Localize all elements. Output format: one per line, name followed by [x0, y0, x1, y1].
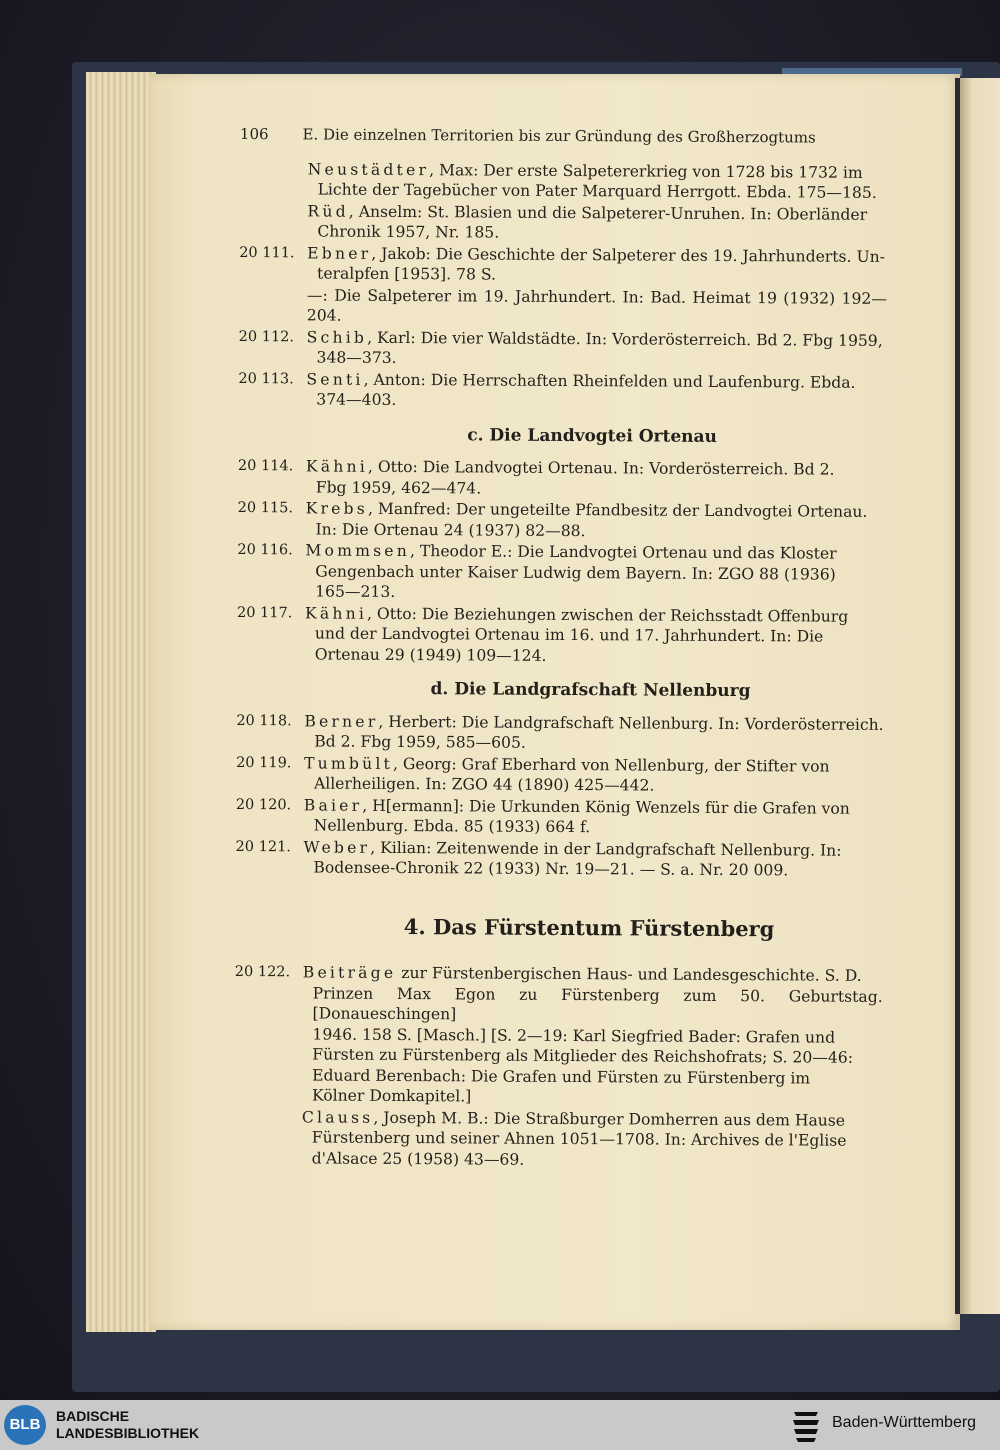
bibliography-entry: [240, 158, 888, 203]
entry-number: 20 113.: [238, 370, 294, 387]
bibliography-entry: [238, 368, 886, 413]
entry-continuation: Bd 2. Fbg 1959, 585—605.: [314, 732, 526, 752]
entry-continuation: Allerheiligen. In: ZGO 44 (1890) 425—442.: [313, 774, 655, 795]
entry-first-line: [306, 456, 886, 480]
entry-number: 20 114.: [237, 457, 294, 475]
footer-bar: [0, 1400, 1000, 1450]
entry-list: [235, 710, 884, 881]
bibliography-entry: [238, 456, 886, 501]
entry-text: [307, 285, 887, 330]
library-line-1: BADISCHE: [56, 1408, 130, 1424]
entry-text: [304, 795, 884, 840]
entry-title: , H[ermann]: Die Urkunden König Wenzels für die Grafen von: [362, 796, 850, 818]
section-heading: d. Die Landgrafschaft Nellenburg: [430, 679, 751, 702]
entry-continuation: Fürstenberg und seiner Ahnen 1051—1708. In: Archives de l'Eglise: [311, 1128, 847, 1150]
entry-author: Krebs: [305, 499, 369, 518]
entry-title: , Kilian: Zeitenwende in der Landgrafschaft Nellenburg. In:: [370, 838, 842, 860]
entry-continuation: Kölner Domkapitel.]: [312, 1086, 472, 1106]
entry-continuation: Fbg 1959, 462—474.: [315, 477, 482, 497]
bibliography-entry: [234, 1106, 882, 1171]
entry-text: [307, 243, 887, 288]
entry-number: [239, 200, 307, 241]
entry-title: , Otto: Die Landvogtei Ortenau. In: Vorderösterreich. Bd 2.: [367, 457, 835, 479]
entry-number: [239, 284, 307, 325]
entry-number: [240, 158, 308, 199]
entry-title: , Otto: Die Beziehungen zwischen der Reichsstadt Offenburg: [366, 604, 849, 626]
coat-of-arms-icon: [790, 1406, 822, 1444]
entry-number: [234, 1106, 302, 1168]
bibliography-entry: [236, 752, 884, 797]
entry-text: [304, 753, 884, 798]
chapter-heading: 4. Das Fürstentum Fürstenberg: [403, 913, 775, 941]
running-header: [240, 124, 888, 148]
bibliography-entry: [239, 200, 887, 245]
entry-list: [238, 158, 888, 413]
entry-continuation: Nellenburg. Ebda. 85 (1933) 664 f.: [313, 816, 591, 837]
entry-number: 20 119.: [236, 754, 292, 771]
entry-number: 20 120.: [235, 796, 292, 813]
entry-continuation: Chronik 1957, Nr. 185.: [317, 222, 500, 242]
entry-author: Neustädter: [307, 159, 430, 179]
entry-number: 20 111.: [239, 244, 295, 261]
next-page-edge: [960, 78, 1000, 1314]
bibliography-entry: [239, 326, 887, 371]
entry-text: [305, 498, 885, 543]
entry-author: Kähni: [305, 457, 368, 476]
entry-title: , Herbert: Die Landgrafschaft Nellenburg. In: Vorderösterreich.: [378, 712, 884, 734]
entry-author: Rüd: [307, 201, 349, 221]
page-content: [234, 124, 888, 1173]
entry-title: zur Fürstenbergischen Haus- und Landesgeschichte. S. D.: [396, 963, 862, 985]
entry-title: —: Die Salpeterer im 19. Jahrhundert. In: Bad. Heimat 19 (1932) 192—204.: [306, 285, 888, 325]
entry-first-line: [305, 540, 885, 564]
bibliography-entry: [236, 710, 884, 755]
entry-continuation: teralpfen [1953]. 78 S.: [317, 264, 497, 284]
entry-title: , Max: Der erste Salpetererkrieg von 1728 bis 1732 im: [429, 160, 863, 182]
entry-author: Berner: [304, 711, 379, 731]
entry-first-line: [307, 285, 887, 330]
entry-continuation: Bodensee-Chronik 22 (1933) Nr. 19—21. — S. a. Nr. 20 009.: [313, 858, 789, 880]
entry-author: Kähni: [304, 603, 368, 623]
entry-continuation: und der Landvogtei Ortenau im 16. und 17. Jahrhundert. In: Die: [314, 624, 824, 646]
entry-text: [305, 540, 885, 605]
entry-number: 20 116.: [237, 541, 293, 559]
entry-list: [234, 962, 883, 1172]
bibliography-entry: [237, 602, 885, 667]
entry-continuation: Ortenau 29 (1949) 109—124.: [314, 644, 547, 665]
entry-number: 20 122.: [234, 963, 291, 981]
entry-continuation: 374—403.: [316, 390, 397, 409]
entry-title: , Manfred: Der ungeteilte Pfandbesitz der Landvogtei Ortenau.: [367, 499, 868, 521]
entry-text: [307, 327, 887, 372]
entry-continuation: 348—373.: [316, 348, 397, 367]
entry-text: [306, 456, 886, 501]
bibliography-entry: [237, 540, 885, 605]
bibliography-entry: [239, 284, 887, 329]
entry-text: [305, 603, 885, 668]
bibliography-entry: [237, 498, 885, 543]
entry-continuation: Eduard Berenbach: Die Grafen und Fürsten zu Fürstenberg im: [312, 1065, 811, 1088]
state-name[interactable]: Baden-Württemberg: [832, 1414, 977, 1431]
entry-number: 20 117.: [236, 604, 293, 621]
entry-continuation: In: Die Ortenau 24 (1937) 82—88.: [315, 519, 586, 540]
blb-logo[interactable]: BLB: [4, 1405, 46, 1445]
entry-continuation: Prinzen Max Egon zu Fürstenberg zum 50. Geburtstag. [Donaueschingen]: [312, 983, 883, 1024]
entry-title: , Georg: Graf Eberhard von Nellenburg, der Stifter von: [392, 754, 830, 776]
entry-author: Clauss: [301, 1107, 374, 1127]
library-line-2: LANDESBIBLIOTHEK: [56, 1425, 200, 1441]
entry-title: , Karl: Die vier Waldstädte. In: Vorderösterreich. Bd 2. Fbg 1959,: [367, 328, 883, 350]
entry-author: Senti: [306, 369, 364, 389]
entry-continuation: 1946. 158 S. [Masch.] [S. 2—19: Karl Siegfried Bader: Grafen und: [312, 1024, 836, 1047]
entry-continuation: Lichte der Tagebücher von Pater Marquard Herrgott. Ebda. 175—185.: [317, 180, 877, 202]
bibliography-entry: [239, 242, 887, 287]
entry-title: , Jakob: Die Geschichte der Salpeterer des 19. Jahrhunderts. Un-: [371, 244, 885, 266]
page-stack: [86, 72, 156, 1332]
entry-text: [308, 159, 888, 204]
bibliography-entry: [234, 962, 883, 1109]
entry-title: , Theodor E.: Die Landvogtei Ortenau und das Kloster: [409, 542, 837, 563]
bibliography-entry: [236, 794, 884, 839]
entry-first-line: [303, 962, 883, 986]
entry-author: Schib: [306, 327, 368, 347]
entry-author: Baier: [303, 795, 363, 815]
entry-author: Mommsen: [305, 541, 411, 561]
entry-author: Tumbült: [304, 753, 394, 773]
entry-text: [302, 962, 883, 1109]
running-title: E. Die einzelnen Territorien bis zur Gründung des Großherzogtums: [302, 125, 816, 147]
entry-title: , Anselm: St. Blasien und die Salpeterer-Unruhen. In: Oberländer: [348, 202, 868, 224]
entry-text: [302, 1107, 882, 1172]
entry-author: Beiträge: [302, 963, 397, 982]
bibliography-entry: [235, 836, 883, 881]
entry-continuation: Fürsten zu Fürstenberg als Mitglieder des Reichshofrats; S. 20—46:: [312, 1045, 854, 1067]
entry-number: 20 118.: [236, 712, 292, 729]
entry-text: [306, 369, 886, 414]
entry-number: 20 115.: [237, 499, 294, 517]
entry-author: Ebner: [307, 243, 372, 263]
entry-continuation: d'Alsace 25 (1958) 43—69.: [311, 1148, 525, 1169]
entry-text: [307, 201, 887, 246]
entry-number: 20 121.: [235, 838, 291, 855]
section-heading: c. Die Landvogtei Ortenau: [467, 424, 717, 447]
library-name[interactable]: [56, 1408, 199, 1442]
entry-first-line: [306, 498, 886, 522]
entry-text: [303, 837, 883, 882]
entry-list: [237, 456, 886, 668]
page-number: 106: [239, 124, 269, 144]
entry-title: , Joseph M. B.: Die Straßburger Domherren aus dem Hause: [373, 1108, 846, 1130]
entry-text: [304, 711, 884, 756]
entry-title: , Anton: Die Herrschaften Rheinfelden und Laufenburg. Ebda.: [363, 370, 856, 392]
entry-author: Weber: [303, 837, 371, 857]
entry-continuation: Gengenbach unter Kaiser Ludwig dem Bayern. In: ZGO 88 (1936): [315, 561, 836, 584]
entry-number: 20 112.: [238, 328, 295, 345]
entry-continuation: 165—213.: [315, 582, 396, 601]
